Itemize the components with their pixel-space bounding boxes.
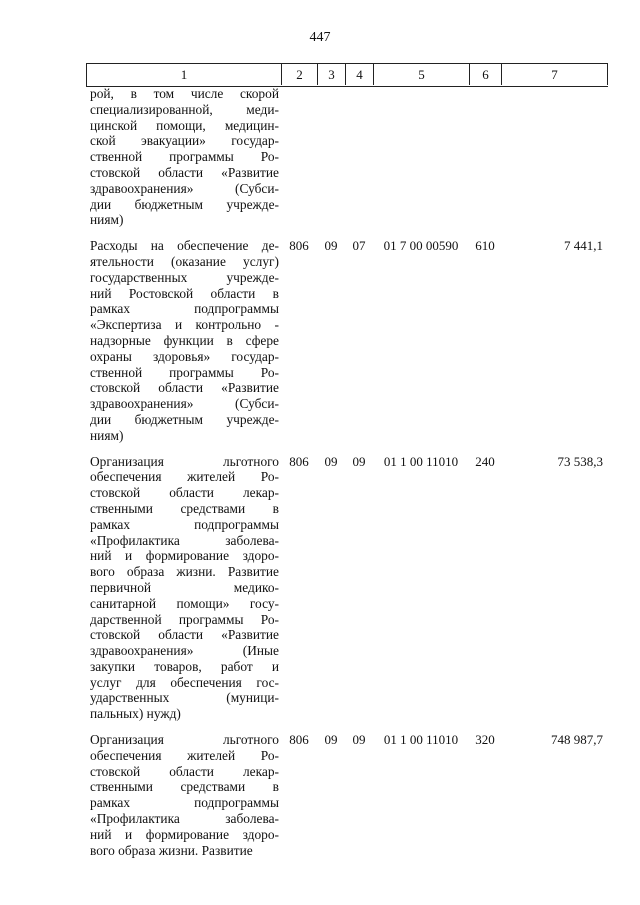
description-line: вого образа жизни. Развитие [90,842,253,858]
cell-c4: 09 [352,453,366,469]
page-number: 447 [309,30,331,45]
description-line: ний Ростовской области в [90,285,279,301]
description-line: ятельности (оказание услуг) [90,253,279,269]
description-line: дарственной программы Ро- [90,611,279,627]
description-line: ний и формирование здоро- [90,826,279,842]
description-line: ниям) [90,427,124,443]
description-line: специализированной, меди- [90,101,279,117]
description-line: ственной программы Ро- [90,149,279,165]
description-line: стовской области «Развитие [90,164,279,180]
row-description [86,732,281,858]
description-line: «Экспертиза и контрольно - [90,317,279,333]
description-line: Организация льготного [90,453,279,469]
description-line: дии бюджетным учрежде- [90,411,279,427]
description-line: «Профилактика заболева- [90,532,279,548]
cell-c3: 09 [324,453,338,469]
cell-c7: 748 987,7 [551,732,603,748]
description-line: ниям) [90,212,124,228]
cell-c2: 806 [289,238,309,254]
column-header-2: 2 [282,64,318,85]
cell-c6: 610 [475,238,495,254]
table-row [86,238,607,443]
column-header-3: 3 [318,64,346,85]
cell-c3: 09 [324,238,338,254]
cell-c2: 806 [289,732,309,748]
row-description [86,454,281,723]
row-description [86,238,281,443]
cell-c3: 09 [324,732,338,748]
cell-c4: 09 [352,732,366,748]
description-line: ственными средствами в [90,779,279,795]
description-line: «Профилактика заболева- [90,811,279,827]
description-line: здравоохранения» (Иные [90,643,279,659]
column-header-6: 6 [470,64,502,85]
description-line: стовской области «Развитие [90,380,279,396]
cell-c6: 240 [475,453,495,469]
table-row [86,454,607,723]
description-line: ний и формирование здоро- [90,548,279,564]
column-header-7: 7 [502,64,608,85]
description-line: ственной программы Ро- [90,364,279,380]
table-row [86,732,607,858]
row-description [86,86,281,228]
description-line: пальных) нужд) [90,706,181,722]
table-body [86,86,607,868]
description-line: рамках подпрограммы [90,795,279,811]
description-line: дии бюджетным учрежде- [90,196,279,212]
description-line: надзорные функции в сфере [90,332,279,348]
table-row [86,86,607,228]
description-line: государственных учрежде- [90,269,279,285]
cell-c2: 806 [289,453,309,469]
description-line: рамках подпрограммы [90,516,279,532]
column-header-5: 5 [374,64,470,85]
description-line: стовской области «Развитие [90,627,279,643]
description-line: охраны здоровья» государ- [90,348,279,364]
description-line: закупки товаров, работ и [90,658,279,674]
cell-c4: 07 [352,238,366,254]
description-line: здравоохранения» (Субси- [90,180,279,196]
description-line: рой, в том числе скорой [90,86,279,101]
description-line: стовской области лекар- [90,485,279,501]
cell-c5: 01 1 00 11010 [383,732,459,748]
column-header-4: 4 [346,64,374,85]
cell-c7: 73 538,3 [557,453,603,469]
description-line: стовской области лекар- [90,763,279,779]
description-line: Расходы на обеспечение де- [90,238,279,254]
description-line: вого образа жизни. Развитие [90,564,279,580]
cell-c5: 01 7 00 00590 [383,238,459,254]
description-line: санитарной помощи» госу- [90,595,279,611]
column-header-1: 1 [87,64,282,85]
description-line: Организация льготного [90,732,279,748]
cell-c6: 320 [475,732,495,748]
description-line: ственными средствами в [90,500,279,516]
description-line: цинской помощи, медицин- [90,117,279,133]
description-line: ударственных (муници- [90,690,279,706]
description-line: здравоохранения» (Субси- [90,396,279,412]
cell-c5: 01 1 00 11010 [383,453,459,469]
description-line: услуг для обеспечения гос- [90,674,279,690]
table-header [86,63,608,87]
description-line: первичной медико- [90,579,279,595]
description-line: обеспечения жителей Ро- [90,469,279,485]
description-line: рамках подпрограммы [90,301,279,317]
description-line: обеспечения жителей Ро- [90,747,279,763]
description-line: ской эвакуации» государ- [90,133,279,149]
cell-c7: 7 441,1 [564,238,603,254]
